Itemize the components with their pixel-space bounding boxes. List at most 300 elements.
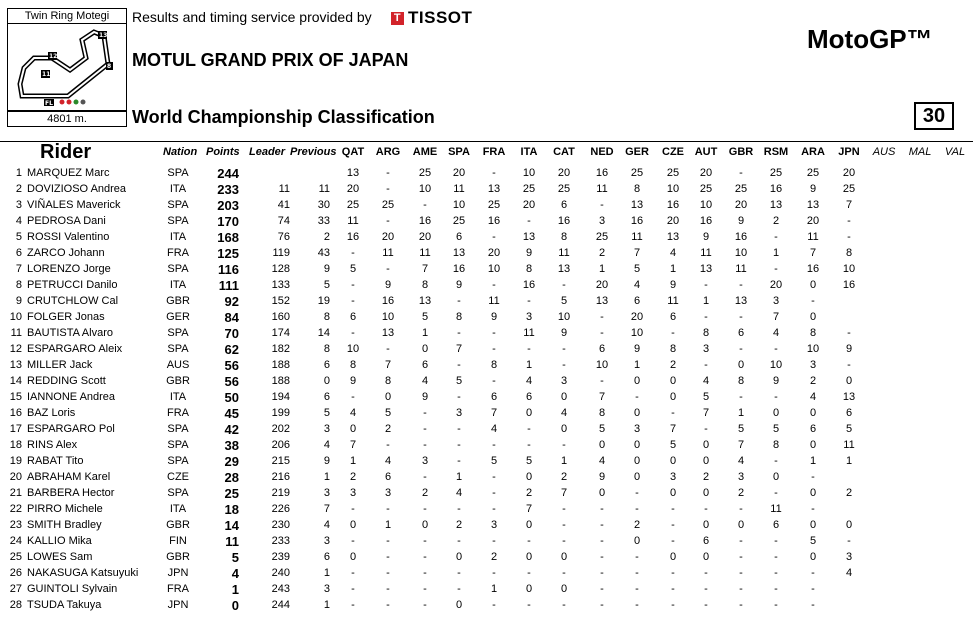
race-result: -	[671, 535, 675, 547]
race-result: 0	[737, 519, 745, 531]
race-result: 16	[630, 215, 644, 227]
race-result: 0	[560, 391, 568, 403]
series-title: MotoGP™	[807, 24, 933, 54]
race-result: 13	[595, 295, 609, 307]
race-result: -	[492, 487, 496, 499]
race-result: 0	[809, 487, 817, 499]
rider-name: SMITH Bradley	[27, 519, 102, 531]
previous-gap: 6	[323, 391, 330, 403]
race-result: -	[600, 535, 604, 547]
race-result: -	[492, 231, 496, 243]
race-result: -	[351, 535, 355, 547]
race-result: 2	[737, 487, 745, 499]
rider-points: 14	[224, 518, 239, 533]
race-result: -	[386, 567, 390, 579]
race-result: 11	[382, 247, 394, 259]
race-result: 9	[702, 231, 710, 243]
rider-nation: GBR	[166, 375, 190, 387]
column-future-race: MAL	[908, 146, 932, 158]
race-result: 25	[522, 183, 536, 195]
map-label-11: 11	[42, 71, 51, 78]
race-result: 25	[595, 231, 609, 243]
race-result: 16	[734, 231, 748, 243]
rider-nation: FIN	[169, 535, 187, 547]
leader-gap: 133	[271, 279, 290, 291]
rider-points: 38	[224, 438, 239, 453]
race-result: 3	[633, 423, 641, 435]
race-result: 1	[702, 295, 710, 307]
race-result: 0	[669, 391, 677, 403]
race-result: -	[671, 327, 675, 339]
race-result: 13	[381, 327, 395, 339]
race-result: -	[386, 551, 390, 563]
table-row	[0, 166, 973, 182]
race-result: 3	[737, 471, 745, 483]
race-result: 11	[523, 327, 535, 339]
race-result: 4	[809, 391, 817, 403]
rider-points: 92	[224, 294, 239, 309]
rider-points: 56	[224, 358, 239, 373]
table-row	[0, 214, 973, 230]
leader-gap: 230	[271, 519, 290, 531]
previous-gap: 3	[323, 487, 330, 499]
rider-position: 23	[9, 519, 22, 531]
rider-position: 14	[9, 375, 22, 387]
race-result: -	[704, 567, 708, 579]
previous-gap: 5	[323, 279, 330, 291]
race-result: 8	[490, 359, 498, 371]
rider-nation: GBR	[166, 295, 190, 307]
race-result: 11	[488, 295, 500, 307]
race-result: 0	[809, 311, 817, 323]
race-result: -	[492, 167, 496, 179]
column-race: SPA	[448, 146, 470, 158]
race-result: -	[774, 455, 778, 467]
tissot-cross-icon: T	[391, 12, 404, 25]
race-result: 4	[702, 375, 710, 387]
race-result: 0	[633, 439, 641, 451]
header-divider	[0, 141, 973, 142]
race-result: 2	[525, 487, 533, 499]
race-result: 5	[772, 423, 780, 435]
race-result: 0	[669, 375, 677, 387]
rider-points: 0	[231, 598, 239, 613]
race-result: -	[739, 567, 743, 579]
race-result: 8	[702, 327, 710, 339]
previous-gap: 8	[323, 311, 330, 323]
race-result: -	[492, 503, 496, 515]
race-result: 10	[734, 247, 748, 259]
race-result: 0	[809, 519, 817, 531]
race-result: 6	[490, 391, 498, 403]
race-result: -	[635, 487, 639, 499]
race-result: 16	[769, 183, 783, 195]
race-result: -	[739, 343, 743, 355]
race-result: -	[423, 503, 427, 515]
race-result: 25	[487, 199, 501, 211]
race-result: 13	[699, 263, 713, 275]
race-result: 9	[772, 375, 780, 387]
table-row	[0, 262, 973, 278]
race-result: -	[704, 423, 708, 435]
race-result: 7	[525, 503, 533, 515]
leader-gap: 239	[271, 551, 290, 563]
rider-position: 10	[9, 311, 22, 323]
rider-nation: SPA	[167, 439, 189, 451]
race-result: -	[423, 471, 427, 483]
race-result: 9	[633, 343, 641, 355]
race-result: 3	[702, 343, 710, 355]
race-result: -	[562, 279, 566, 291]
race-result: 0	[633, 471, 641, 483]
rider-nation: ITA	[169, 391, 187, 403]
race-result: -	[351, 295, 355, 307]
leader-gap: 119	[272, 247, 290, 259]
table-row	[0, 502, 973, 518]
previous-gap: 3	[323, 535, 330, 547]
leader-gap: 41	[277, 199, 290, 211]
race-result: -	[739, 599, 743, 611]
race-result: 0	[809, 551, 817, 563]
race-result: 2	[845, 487, 853, 499]
leader-gap: 128	[271, 263, 290, 275]
rider-nation: AUS	[166, 359, 190, 371]
race-result: 9	[525, 247, 533, 259]
leader-gap: 76	[277, 231, 290, 243]
race-result: 25	[452, 215, 466, 227]
race-result: 4	[490, 423, 498, 435]
race-result: 1	[737, 407, 745, 419]
race-result: 11	[631, 231, 643, 243]
race-result: 2	[809, 375, 817, 387]
race-result: -	[492, 279, 496, 291]
rider-points: 1	[231, 582, 239, 597]
rider-position: 5	[15, 231, 22, 243]
race-result: 11	[558, 247, 570, 259]
leader-gap: 188	[271, 375, 290, 387]
rider-position: 27	[9, 583, 22, 595]
race-result: 7	[384, 359, 392, 371]
rider-name: PIRRO Michele	[27, 503, 103, 515]
race-result: -	[351, 327, 355, 339]
race-result: 0	[809, 279, 817, 291]
rider-position: 6	[15, 247, 22, 259]
race-result: 25	[557, 183, 571, 195]
tissot-logo	[391, 8, 472, 28]
table-row	[0, 342, 973, 358]
rider-position: 18	[9, 439, 22, 451]
race-result: 8	[772, 439, 780, 451]
rider-nation: ITA	[169, 503, 187, 515]
leader-gap: 182	[271, 343, 290, 355]
race-result: 16	[487, 215, 501, 227]
race-result: 3	[598, 215, 606, 227]
rider-position: 15	[9, 391, 22, 403]
race-result: 9	[598, 471, 606, 483]
table-row	[0, 470, 973, 486]
rider-name: PETRUCCI Danilo	[27, 279, 118, 291]
race-result: 9	[384, 279, 392, 291]
previous-gap: 4	[323, 439, 330, 451]
race-result: 8	[669, 343, 677, 355]
race-result: -	[811, 503, 815, 515]
race-result: 7	[421, 263, 429, 275]
race-result: 1	[598, 263, 606, 275]
rider-position: 19	[9, 455, 22, 467]
rider-nation: SPA	[167, 199, 189, 211]
column-race: ARG	[375, 146, 401, 158]
race-result: 5	[455, 375, 463, 387]
rider-position: 24	[9, 535, 22, 547]
rider-position: 9	[15, 295, 22, 307]
race-result: -	[739, 551, 743, 563]
table-row	[0, 550, 973, 566]
race-result: 25	[630, 167, 644, 179]
race-result: -	[774, 535, 778, 547]
race-result: 5	[560, 295, 568, 307]
race-result: -	[423, 423, 427, 435]
race-result: 1	[809, 455, 817, 467]
race-result: -	[351, 391, 355, 403]
tissot-brand: TISSOT	[408, 8, 473, 27]
race-result: -	[774, 567, 778, 579]
race-result: 10	[630, 327, 644, 339]
race-result: -	[527, 423, 531, 435]
race-result: -	[562, 343, 566, 355]
race-result: 9	[809, 183, 817, 195]
leader-gap: 152	[271, 295, 290, 307]
leader-gap: 244	[271, 599, 290, 611]
race-result: -	[457, 423, 461, 435]
race-result: 6	[525, 391, 533, 403]
leader-gap: 233	[271, 535, 290, 547]
race-result: 5	[525, 455, 533, 467]
race-result: -	[847, 215, 851, 227]
race-result: -	[351, 247, 355, 259]
rider-name: LORENZO Jorge	[27, 263, 111, 275]
race-result: 7	[560, 487, 568, 499]
race-result: 0	[560, 423, 568, 435]
previous-gap: 5	[323, 407, 330, 419]
rider-name: RINS Alex	[27, 439, 78, 451]
race-result: -	[774, 263, 778, 275]
table-row	[0, 406, 973, 422]
rider-nation: SPA	[167, 263, 189, 275]
race-result: 13	[630, 199, 644, 211]
leader-gap: 216	[271, 471, 290, 483]
race-result: 13	[666, 231, 680, 243]
race-result: -	[774, 231, 778, 243]
race-result: 13	[522, 231, 536, 243]
race-result: 2	[598, 247, 606, 259]
race-result: -	[774, 343, 778, 355]
table-row	[0, 294, 973, 310]
race-result: 0	[349, 519, 357, 531]
race-result: 3	[809, 359, 817, 371]
race-result: -	[386, 343, 390, 355]
race-result: 0	[772, 471, 780, 483]
race-result: 9	[669, 279, 677, 291]
table-row	[0, 326, 973, 342]
race-result: 0	[384, 391, 392, 403]
previous-gap: 1	[323, 567, 330, 579]
race-result: 6	[384, 471, 392, 483]
race-result: 9	[421, 391, 429, 403]
race-result: -	[423, 439, 427, 451]
race-result: 0	[421, 343, 429, 355]
rider-name: BARBERA Hector	[27, 487, 115, 499]
race-result: 11	[807, 231, 819, 243]
race-result: 5	[598, 423, 606, 435]
rider-name: DOVIZIOSO Andrea	[27, 183, 127, 195]
rider-name: RABAT Tito	[27, 455, 84, 467]
race-result: 6	[598, 343, 606, 355]
race-result: 2	[669, 359, 677, 371]
race-result: -	[739, 503, 743, 515]
rider-points: 45	[224, 406, 239, 421]
race-result: 16	[699, 215, 713, 227]
race-result: 0	[669, 455, 677, 467]
race-result: -	[774, 487, 778, 499]
race-result: 6	[809, 423, 817, 435]
race-result: -	[704, 599, 708, 611]
race-result: -	[386, 183, 390, 195]
rider-points: 70	[224, 326, 239, 341]
rider-points: 25	[224, 486, 239, 501]
table-row	[0, 310, 973, 326]
race-result: 16	[418, 215, 432, 227]
race-result: 3	[560, 375, 568, 387]
race-result: -	[847, 535, 851, 547]
race-result: 0	[421, 519, 429, 531]
race-result: -	[386, 583, 390, 595]
race-result: -	[739, 583, 743, 595]
race-result: 16	[595, 167, 609, 179]
rider-name: ESPARGARO Aleix	[27, 343, 123, 355]
race-result: 7	[772, 311, 780, 323]
race-result: 3	[669, 471, 677, 483]
race-result: -	[774, 583, 778, 595]
race-result: 0	[702, 519, 710, 531]
previous-gap: 3	[323, 583, 330, 595]
race-result: 10	[699, 199, 713, 211]
table-row	[0, 182, 973, 198]
column-race: NED	[590, 146, 614, 158]
rider-name: PEDROSA Dani	[27, 215, 106, 227]
rider-name: REDDING Scott	[27, 375, 106, 387]
previous-gap: 14	[317, 327, 330, 339]
race-result: -	[457, 327, 461, 339]
race-result: -	[527, 439, 531, 451]
race-result: 9	[560, 327, 568, 339]
race-result: 25	[806, 167, 820, 179]
race-result: 5	[809, 535, 817, 547]
rider-nation: SPA	[167, 423, 189, 435]
race-result: -	[562, 359, 566, 371]
previous-gap: 43	[317, 247, 330, 259]
previous-gap: 9	[323, 455, 330, 467]
rider-name: FOLGER Jonas	[27, 311, 105, 323]
rider-points: 170	[217, 214, 239, 229]
race-result: -	[527, 215, 531, 227]
race-result: -	[811, 471, 815, 483]
rider-points: 11	[225, 534, 239, 549]
leader-gap: 199	[271, 407, 290, 419]
race-result: -	[635, 551, 639, 563]
race-result: -	[704, 503, 708, 515]
race-result: 1	[525, 359, 533, 371]
race-result: -	[423, 551, 427, 563]
rider-points: 5	[231, 550, 239, 565]
race-result: -	[774, 551, 778, 563]
rider-position: 4	[15, 215, 22, 227]
race-result: -	[351, 279, 355, 291]
previous-gap: 2	[323, 231, 330, 243]
race-result: 20	[418, 231, 432, 243]
race-result: 10	[769, 359, 783, 371]
previous-gap: 0	[323, 375, 330, 387]
race-result: 0	[525, 551, 533, 563]
race-result: 0	[525, 583, 533, 595]
rider-nation: FRA	[167, 247, 189, 259]
race-result: 0	[737, 359, 745, 371]
race-result: -	[492, 599, 496, 611]
race-result: 5	[384, 407, 392, 419]
rider-name: LOWES Sam	[27, 551, 93, 563]
race-result: 6	[633, 295, 641, 307]
race-result: 4	[669, 247, 677, 259]
rider-points: 203	[217, 198, 239, 213]
previous-gap: 30	[317, 199, 330, 211]
race-result: 13	[806, 199, 820, 211]
race-result: 4	[349, 407, 357, 419]
column-future-race: VAL	[944, 146, 966, 158]
race-result: -	[847, 231, 851, 243]
rider-position: 12	[9, 343, 22, 355]
race-result: -	[457, 391, 461, 403]
race-result: -	[492, 343, 496, 355]
rider-position: 13	[9, 359, 22, 371]
rider-points: 29	[224, 454, 239, 469]
rider-name: KALLIO Mika	[27, 535, 92, 547]
race-result: 0	[560, 583, 568, 595]
race-result: 8	[809, 327, 817, 339]
table-row	[0, 390, 973, 406]
race-result: 10	[595, 359, 609, 371]
race-result: 3	[384, 487, 392, 499]
race-result: 2	[772, 215, 780, 227]
rider-points: 56	[224, 374, 239, 389]
race-result: -	[600, 567, 604, 579]
leader-gap: 74	[277, 215, 290, 227]
race-result: -	[457, 455, 461, 467]
race-result: 20	[452, 167, 466, 179]
race-result: 1	[455, 471, 463, 483]
rider-name: MILLER Jack	[27, 359, 93, 371]
table-row	[0, 358, 973, 374]
race-result: -	[704, 359, 708, 371]
race-result: 1	[669, 263, 677, 275]
race-result: -	[527, 535, 531, 547]
race-result: 25	[734, 183, 748, 195]
previous-gap: 33	[317, 215, 330, 227]
rider-nation: SPA	[167, 343, 189, 355]
race-result: 8	[560, 231, 568, 243]
rider-points: 42	[224, 422, 239, 437]
race-result: 9	[845, 343, 853, 355]
race-result: 13	[769, 199, 783, 211]
race-result: 11	[419, 247, 431, 259]
